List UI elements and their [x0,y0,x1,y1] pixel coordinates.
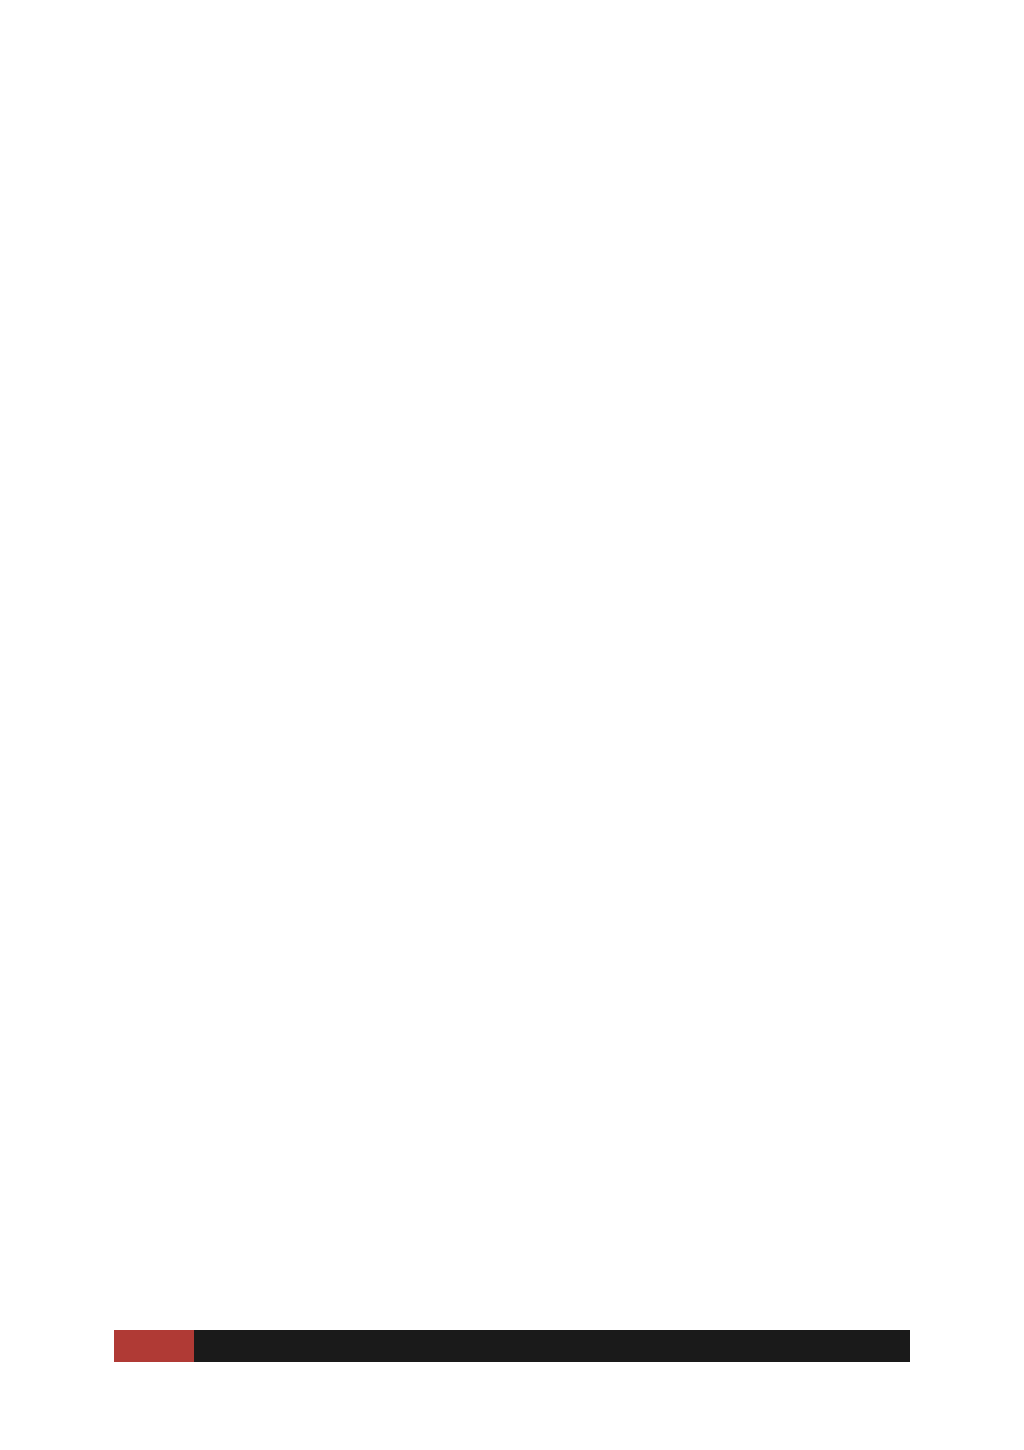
page-number [114,1330,194,1362]
footer-bar [114,1330,910,1362]
